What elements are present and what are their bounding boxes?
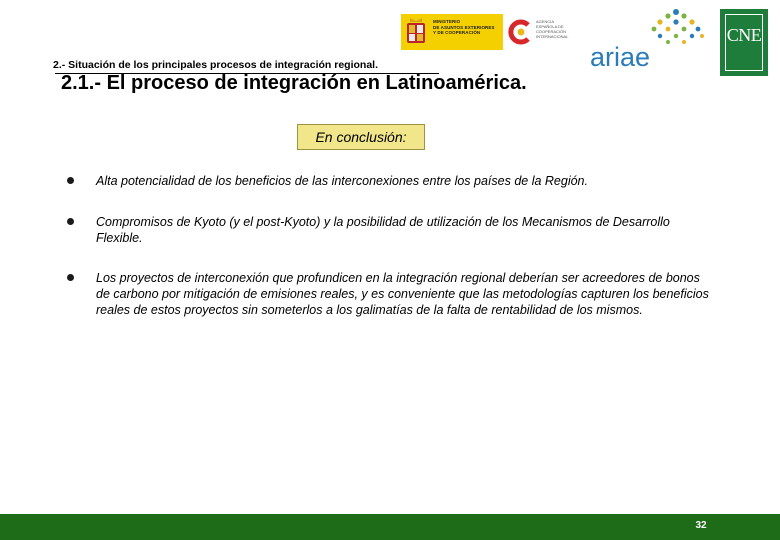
conclusion-label: En conclusión: — [297, 124, 425, 150]
bullet-icon — [67, 177, 74, 184]
bullet-text-3: Los proyectos de interconexión que profundicen en la integración regional deberían ser acreedores de bonos de carbono por mitigación de emisiones reales, y es conveniente que las metodologías capturen los beneficios reales de estos proyectos sin someterlos a los galimatías de la falta de rentabilidad de los mismos. — [96, 271, 709, 317]
bullet-icon — [67, 218, 74, 225]
cne-logo — [720, 9, 768, 76]
page-number: 32 — [695, 520, 707, 531]
bullet-text-1: Alta potencialidad de los beneficios de las interconexiones entre los países de la Región. — [96, 174, 588, 188]
ministerio-logo-text: MINISTERIO DE ASUNTOS EXTERIORES Y DE COOPERACIÓN — [433, 19, 495, 35]
footer-bar — [0, 514, 780, 540]
bullet-icon — [67, 274, 74, 281]
ministerio-logo — [401, 14, 503, 50]
page-title: 2.1.- El proceso de integración en Latinoamérica. — [61, 72, 527, 94]
ariae-logo — [588, 6, 708, 70]
aecid-c-icon — [508, 19, 534, 45]
ariae-wordmark: ariae — [590, 42, 651, 72]
ariae-dots-icon — [588, 6, 708, 46]
aecid-logo — [508, 16, 578, 48]
cne-logo-text: CNE — [726, 25, 762, 45]
coat-of-arms-icon — [405, 17, 427, 47]
bullet-text-2: Compromisos de Kyoto (y el post-Kyoto) y la posibilidad de utilización de los Mecanismos de Desarrollo Flexible. — [96, 215, 670, 245]
aecid-logo-text: AGENCIA ESPAÑOLA DE COOPERACIÓN INTERNACIONAL — [536, 19, 569, 39]
section-heading: 2.- Situación de los principales procesos de integración regional. — [53, 59, 378, 71]
